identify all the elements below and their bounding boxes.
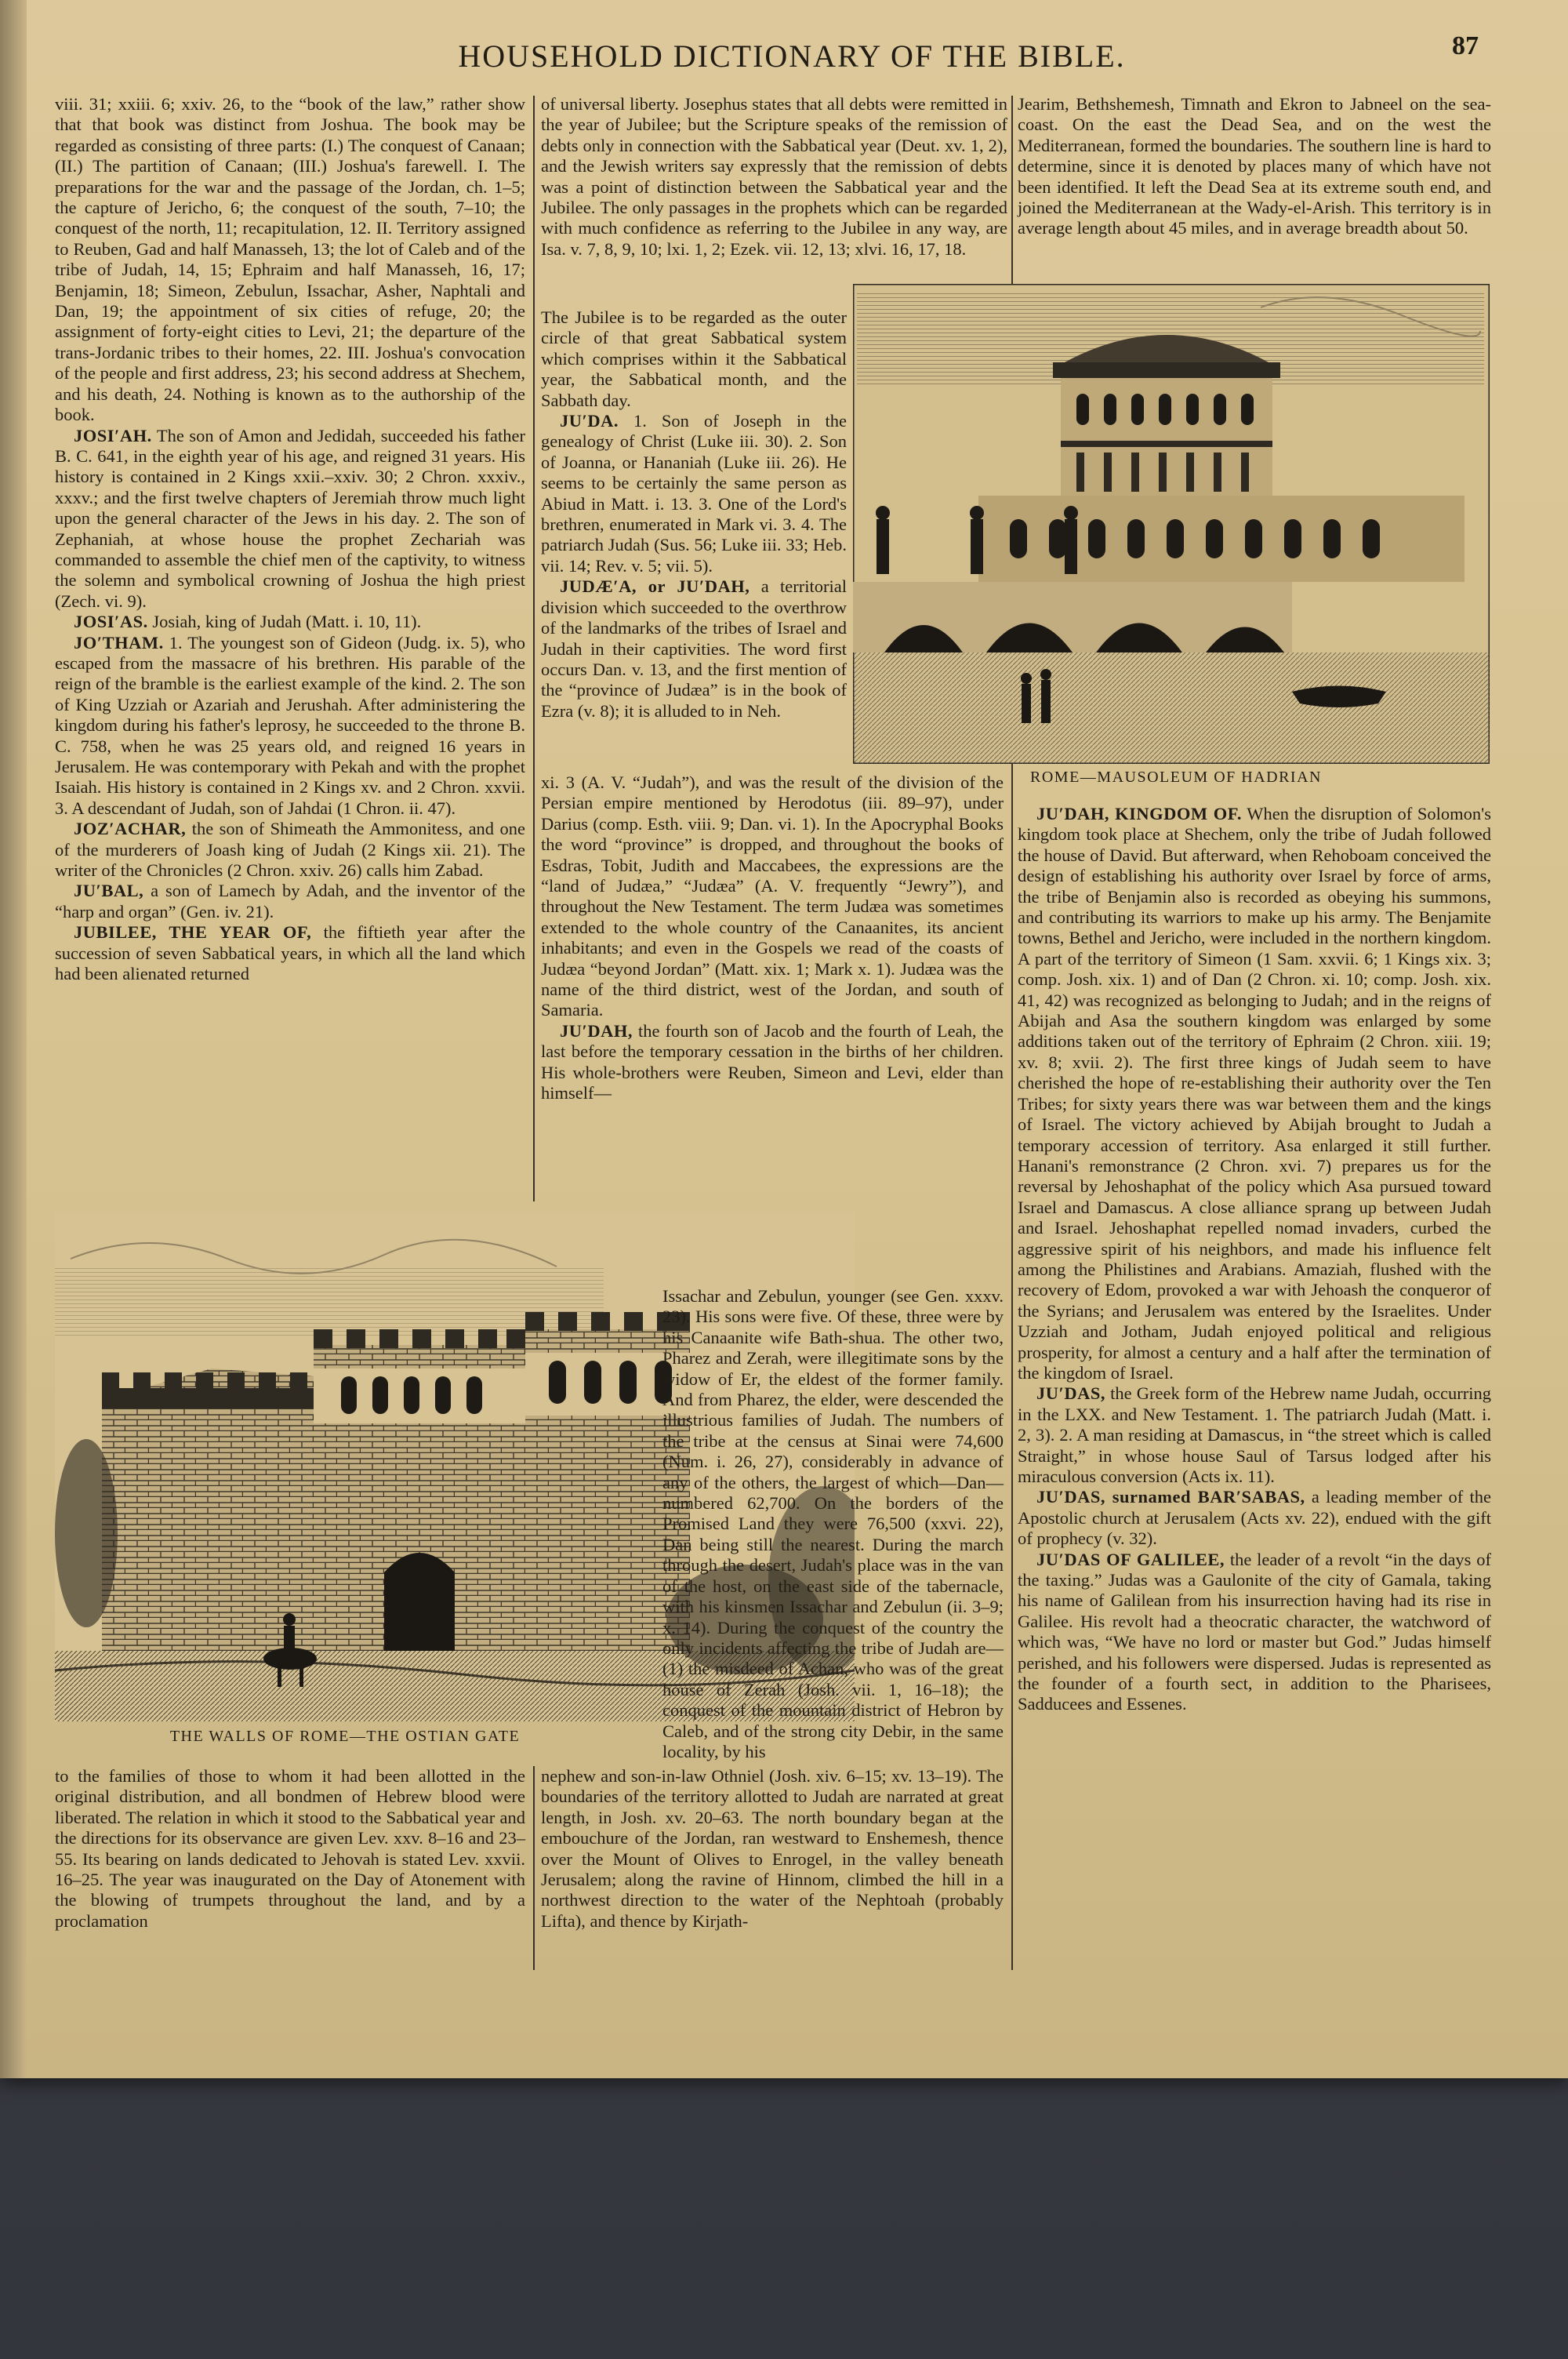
column-2-top — [541, 94, 1007, 260]
headword: JUBILEE, THE YEAR OF, — [74, 922, 312, 943]
column-3 — [1018, 804, 1491, 1715]
page-number: 87 — [1452, 31, 1479, 60]
mausoleum-caption: ROME—MAUSOLEUM OF HADRIAN — [1030, 769, 1322, 786]
jubilee-summary: The Jubilee is to be regarded as the outer circle of that great Sabbatical system which comprises within it the Sabbatical year, the Sabbatical month, and the Sabbath day. — [541, 307, 847, 410]
headword: JOZ′ACHAR, — [74, 819, 187, 839]
column-3-top — [1018, 94, 1491, 239]
mausoleum-engraving — [853, 284, 1490, 764]
entry-juda — [541, 411, 847, 576]
headword: JU′DAH, — [560, 1020, 633, 1041]
entry-jubilee — [55, 922, 525, 984]
headword: JU′DAS OF GALILEE, — [1036, 1549, 1225, 1569]
entry-jozachar — [55, 819, 525, 881]
page-binding-edge — [0, 0, 27, 2078]
river — [853, 652, 1490, 764]
walls-caption: THE WALLS OF ROME—THE OSTIAN GATE — [169, 1728, 521, 1745]
running-title: HOUSEHOLD DICTIONARY OF THE BIBLE. — [458, 38, 1126, 74]
jubilee-text: of universal liberty. Josephus states that all debts were remitted in the year of Jubilee; but the Scripture speaks of the remission of debts only in connection with the Sabbatical year (Deut. xv. 1, 2), and the Jewish writers say expressly that the remission of debts was a point of distinction between the Sabbatical year and the Jubilee. The only passages in the prophets which can be regarded with much confidence as referring to the Jubilee in any way, are Isa. v. 7, 8, 9, 10; lxi. 1, 2; Ezek. vii. 12, 13; xlvi. 16, 17, 18. — [541, 94, 1007, 259]
entry-text: 1. The youngest son of Gideon (Judg. ix. 5), who escaped from the massacre of his brethren. His parable of the reign of the bramble is the earliest example of the kind. 2. The son of King Uzziah or Azariah and Jerushah. After administering the kingdom during his father's leprosy, he succeeded to the throne B. C. 758, when he was 25 years old, and reigned 16 years in Jerusalem. He was contemporary with Pekah and with the prophet Isaiah. His history is contained in 2 Kings xv. and 2 Chron. xxvii. 3. A descendant of Judah, son of Jahdai (1 Chron. ii. 47). — [55, 632, 526, 818]
entry-josiah — [55, 426, 525, 612]
judaea-continued: xi. 3 (A. V. “Judah”), and was the result of the division of the Persian empire mentioned by Herodotus (iii. 89–97), under Darius (comp. Esth. viii. 9; Dan. vi. 1). In the Apocryphal Books the word “province” is dropped, and throughout the books of Esdras, Tobit, Judith and Maccabees, the expressions are the “land of Judæa,” “Judæa” (A. V. frequently “Jewry”), and throughout the New Testament. The term Judæa was sometimes extended to the whole country of the Canaanites, its ancient inhabitants; and even in the Gospels we read of the coasts of Judæa “beyond Jordan” (Matt. xix. 1; Mark x. 1). Judæa was the name of the third district, west of the Jordan, and south of Samaria. — [541, 772, 1004, 1020]
entry-judas — [1018, 1383, 1491, 1487]
headword: JU′DAS, surnamed BAR′SABAS, — [1036, 1487, 1305, 1507]
entry-text: When the disruption of Solomon's kingdom took place at Shechem, only the tribe of Judah followed the house of David. But afterward, when Rehoboam conceived the design of establishing his authority over Israel by force of arms, the tribe of Benjamin also is recorded as obeying his summons, and contributing its warriors to make up his army. The Benjamite towns, Bethel and Jericho, were included in the northern kingdom. A part of the territory of Simeon (1 Sam. xxvii. 6; 1 Kings xix. 3; comp. Josh. xix. 1) and of Dan (2 Chron. xi. 10; comp. Josh. xix. 41, 42) was recognized as belonging to Judah; and in the reigns of Abijah and Asa the southern kingdom was enlarged by some additions taken out of the territory of Ephraim (2 Chron. xiii. 19; xv. 8; xvii. 2). The first three kings of Judah seem to have cherished the hope of re-establishing their authority over the Ten Tribes; for sixty years there was war between them and the kings of Israel. The victory achieved by Abijah brought to Judah a temporary accession of territory. Asa enlarged it still further. Hanani's remonstrance (2 Chron. xvi. 7) prepares us for the reversal by Jehoshaphat of the policy which Asa pursued toward Israel and Damascus. A close alliance sprang up between Judah and Israel. Jehoshaphat repelled nomad invaders, curbed the aggressive spirit of his neighbors, and made his influence felt among the Philistines and Arabians. Amaziah, flushed with the recovery of Edom, provoked a war with Jehoash the conqueror of the Syrians; and Jerusalem was entered by the Israelites. Under Uzziah and Jotham, Judah enjoyed political and religious prosperity, for almost a century and a half after the termination of the kingdom of Israel. — [1018, 804, 1491, 1383]
jubilee-continued: to the families of those to whom it had been allotted in the original distribution, and all bondmen of Hebrew blood were liberated. The relation in which it stood to the Sabbatical year and the directions for its observance are given Lev. xxv. 8–16 and 23–55. Its bearing on lands dedicated to Jehovah is stated Lev. xxvii. 16–25. The year was inaugurated on the Day of Atonement with the blowing of trumpets throughout the land, and by a proclamation — [55, 1766, 525, 1931]
column-1 — [55, 94, 525, 984]
entry-text: a territorial division which succeeded to the overthrow of the landmarks of the tribes of Israel and Judah in their captivities. The word first occurs Dan. v. 13, and the first mention of the “province of Judæa” is in the book of Ezra (v. 8); it is alluded to in Neh. — [541, 576, 847, 721]
headword: JUDÆ′A, or JU′DAH, — [560, 576, 750, 597]
entry-josias — [55, 612, 525, 632]
joshua-continued: viii. 31; xxiii. 6; xxiv. 26, to the “book of the law,” rather show that that book was distinct from Joshua. The book may be regarded as consisting of three parts: (I.) The conquest of Canaan; (II.) The partition of Canaan; (III.) Joshua's farewell. I. The preparations for the war and the passage of the Jordan, ch. 1–5; the capture of Jericho, 6; the conquest of the south, 7–10; the conquest of the north, 11; recapitulation, 12. II. Territory assigned to Reuben, Gad and half Manasseh, 13; the lot of Caleb and of the tribe of Judah, 14, 15; Ephraim and half Manasseh, 16, 17; Benjamin, 18; Simeon, Zebulun, Issachar, Asher, Naphtali and Dan, 19; the appointment of six cities of refuge, 20; the assignment of forty-eight cities to Levi, 21; the departure of the trans-Jordanic tribes to their homes, 22. III. Joshua's convocation of the people and first address, 23; his second address at Shechem, and his death, 24. Nothing is known as to the authorship of the book. — [55, 94, 525, 425]
entry-text: Josiah, king of Judah (Matt. i. 10, 11). — [152, 612, 422, 632]
column-2-bottom — [541, 1766, 1004, 1932]
entry-judah — [541, 1021, 1004, 1104]
entry-judaea — [541, 576, 847, 722]
column-rule — [533, 1766, 535, 1970]
column-2-narrow — [541, 307, 847, 722]
headword: JOSI′AH. — [74, 425, 152, 445]
column-2-beside-figure — [662, 1286, 1004, 1762]
headword: JO′THAM. — [74, 632, 164, 652]
column-1-continued — [55, 1766, 525, 1932]
entry-text: 1. Son of Joseph in the genealogy of Christ (Luke iii. 30). 2. Son of Joanna, or Hananiah (Luke iii. 26). He seems to be certainly the same person as Abiud in Matt. i. 13. 3. One of the Lord's brethren, enumerated in Mark vi. 3. 4. The patriarch Judah (Sus. 56; Luke iii. 33; Heb. vii. 14; Rev. v. 5; vii. 5). — [541, 411, 847, 576]
entry-judas-barsabas — [1018, 1487, 1491, 1549]
headword: JU′DAH, KINGDOM OF. — [1036, 804, 1242, 823]
judah-boundaries: nephew and son-in-law Othniel (Josh. xiv. 6–15; xv. 13–19). The boundaries of the territory allotted to Judah are narrated at great length, in Josh. xv. 20–63. The north boundary began at the embouchure of the Jordan, ran westward to Enshemesh, thence over the Mount of Olives to Enrogel, in the valley beneath Jerusalem; along the ravine of Hinnom, climbed the hill in a northwest direction to the water of the Nephtoah (probably Lifta), and thence by Kirjath- — [541, 1766, 1004, 1931]
headword: JU′BAL, — [74, 881, 144, 901]
entry-kingdom-of-judah — [1018, 804, 1491, 1383]
entry-jotham — [55, 633, 525, 820]
entry-jubal — [55, 881, 525, 922]
entry-text: the Greek form of the Hebrew name Judah, occurring in the LXX. and New Testament. 1. The patriarch Judah (Matt. i. 2, 3). 2. A man residing at Damascus, in “the street which is called Straight,” in whose house Saul of Tarsus lodged after his miraculous conversion (Acts ix. 11). — [1018, 1383, 1492, 1486]
entry-text: the leader of a revolt “in the days of the taxing.” Judas was a Gaulonite of the city of Gamala, taking his name of Galilean from his insurrection having had its rise in Galilee. His revolt had a theocratic character, the watchword of which was, “We have no lord or master but God.” Judas himself perished, and his followers were dispersed. Judas is represented as the founder of a fourth sect, in addition to the Pharisees, Sadducees and Essenes. — [1018, 1549, 1491, 1714]
headword: JU′DAS, — [1036, 1383, 1105, 1404]
judah-territory: Jearim, Bethshemesh, Timnath and Ekron to Jabneel on the sea-coast. On the east the Dead Sea, and on the west the Mediterranean, formed the boundaries. The southern line is hard to determine, since it is denoted by places many of which have not been identified. It left the Dead Sea at its extreme south end, and joined the Mediterranean at the Wady-el-Arish. This territory is in average length about 45 miles, and in average breadth about 50. — [1018, 94, 1491, 238]
entry-text: the son of Shimeath the Ammonitess, and one of the murderers of Joash king of Judah (2 Kings xii. 21). The writer of the Chronicles (2 Chron. xxiv. 26) calls him Zabad. — [55, 819, 526, 881]
judah-continued: Issachar and Zebulun, younger (see Gen. xxxv. 23). His sons were five. Of these, three were by his Canaanite wife Bath-shua. The other two, Pharez and Zerah, were illegitimate sons by the widow of Er, the eldest of the former family. And from Pharez, the elder, were descended the illustrious families of Judah. The numbers of the tribe at the census at Sinai were 74,600 (Num. i. 26, 27), considerably in advance of any of the others, the largest of which—Dan—numbered 62,700. On the borders of the Promised Land they were 76,500 (xxvi. 22), Dan being still the nearest. During the march through the desert, Judah's place was in the van of the host, on the east side of the tabernacle, with his kinsmen Issachar and Zebulun (ii. 3–9; x. 14). During the conquest of the country the only incidents affecting the tribe of Judah are—(1) the misdeed of Achan, who was of the great house of Zerah (Josh. vii. 1, 16–18); the conquest of the mountain district of Hebron by Caleb, and of the strong city Debir, in the same locality, by his — [662, 1286, 1004, 1761]
entry-text: a son of Lamech by Adah, and the inventor of the “harp and organ” (Gen. iv. 21). — [55, 881, 526, 921]
entry-text: the fourth son of Jacob and the fourth of Leah, the last before the temporary cessation in the births of her children. His whole-brothers were Reuben, Simeon and Levi, elder than himself— — [541, 1020, 1004, 1103]
entry-judas-of-galilee — [1018, 1550, 1491, 1715]
entry-text: a leading member of the Apostolic church at Jerusalem (Acts xv. 22), endued with the gift of prophecy (v. 32). — [1018, 1487, 1492, 1549]
headword: JU′DA. — [560, 411, 619, 431]
entry-text: the fiftieth year after the succession of seven Sabbatical years, in which all the land which had been alienated returned — [55, 922, 525, 984]
entry-text: The son of Amon and Jedidah, succeeded his father B. C. 641, in the eighth year of his age, and reigned 31 years. His history is contained in 2 Kings xxii.–xxiv. 30; 2 Chron. xxxiv., xxxv.; and the first twelve chapters of Jeremiah throw much light upon the general character of the Jews in his day. 2. The son of Zephaniah, at whose house the prophet Zechariah was commanded to assemble the chief men of the captivity, to witness the solemn and symbolical crowning of Joshua the high priest (Zech. vi. 9). — [55, 425, 525, 611]
column-rule — [533, 96, 535, 1201]
column-2-middle — [541, 772, 1004, 1104]
headword: JOSI′AS. — [74, 612, 148, 632]
gate-arch — [384, 1553, 455, 1651]
